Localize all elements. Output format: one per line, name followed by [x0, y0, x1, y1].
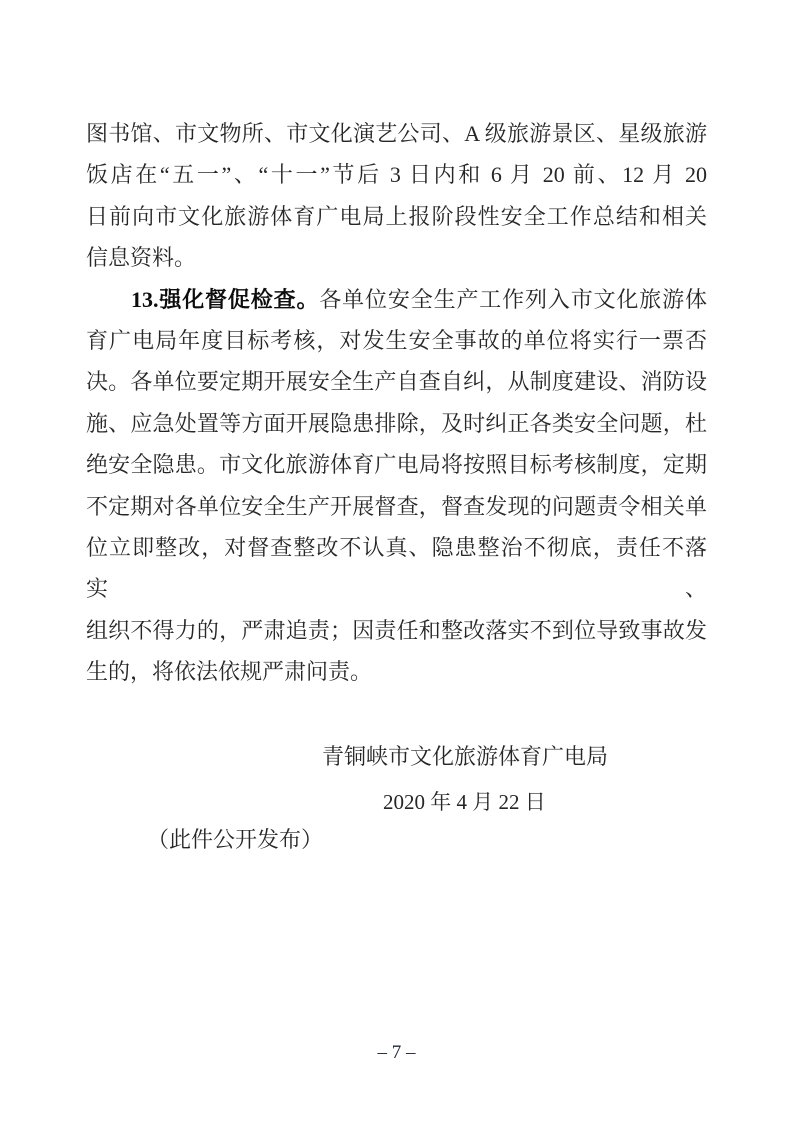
body-line: 组织不得力的，严肃追责；因责任和整改落实不到位导致事故发: [86, 617, 707, 643]
publication-note: （此件公开发布）: [147, 827, 324, 852]
body-line: 生的，将依法依规严肃问责。: [86, 659, 373, 685]
body-line: 不定期对各单位安全生产开展督查，督查发现的问题责令相关单: [86, 493, 707, 519]
page-number: – 7 –: [377, 1042, 416, 1063]
body-line: 信息资料。: [86, 245, 197, 271]
body-line: 绝安全隐患。市文化旅游体育广电局将按照目标考核制度，定期: [86, 452, 707, 478]
document-body: [86, 113, 707, 693]
body-line: 位立即整改，对督查整改不认真、隐患整治不彻底，责任不落实、: [86, 535, 707, 602]
body-line: 图书馆、市文物所、市文化演艺公司、A 级旅游景区、星级旅游: [86, 121, 707, 146]
body-line: 饭店在“五一”、“十一”节后 3 日内和 6 月 20 前、12 月 20: [86, 162, 707, 188]
signature-organization: 青铜峡市文化旅游体育广电局: [322, 744, 609, 769]
signature-date: 2020 年 4 月 22 日: [383, 790, 546, 814]
body-line: 育广电局年度目标考核，对发生安全事故的单位将实行一票否: [86, 328, 707, 354]
body-line-section-13: [86, 279, 707, 320]
section-13-text: 各单位安全生产工作列入市文化旅游体: [319, 286, 707, 312]
section-13-heading: 13.强化督促检查。: [131, 286, 320, 312]
body-line: 日前向市文化旅游体育广电局上报阶段性安全工作总结和相关: [86, 203, 707, 229]
body-line: 决。各单位要定期开展安全生产自查自纠，从制度建设、消防设: [86, 369, 707, 395]
body-line: 施、应急处置等方面开展隐患排除，及时纠正各类安全问题，杜: [86, 410, 707, 436]
